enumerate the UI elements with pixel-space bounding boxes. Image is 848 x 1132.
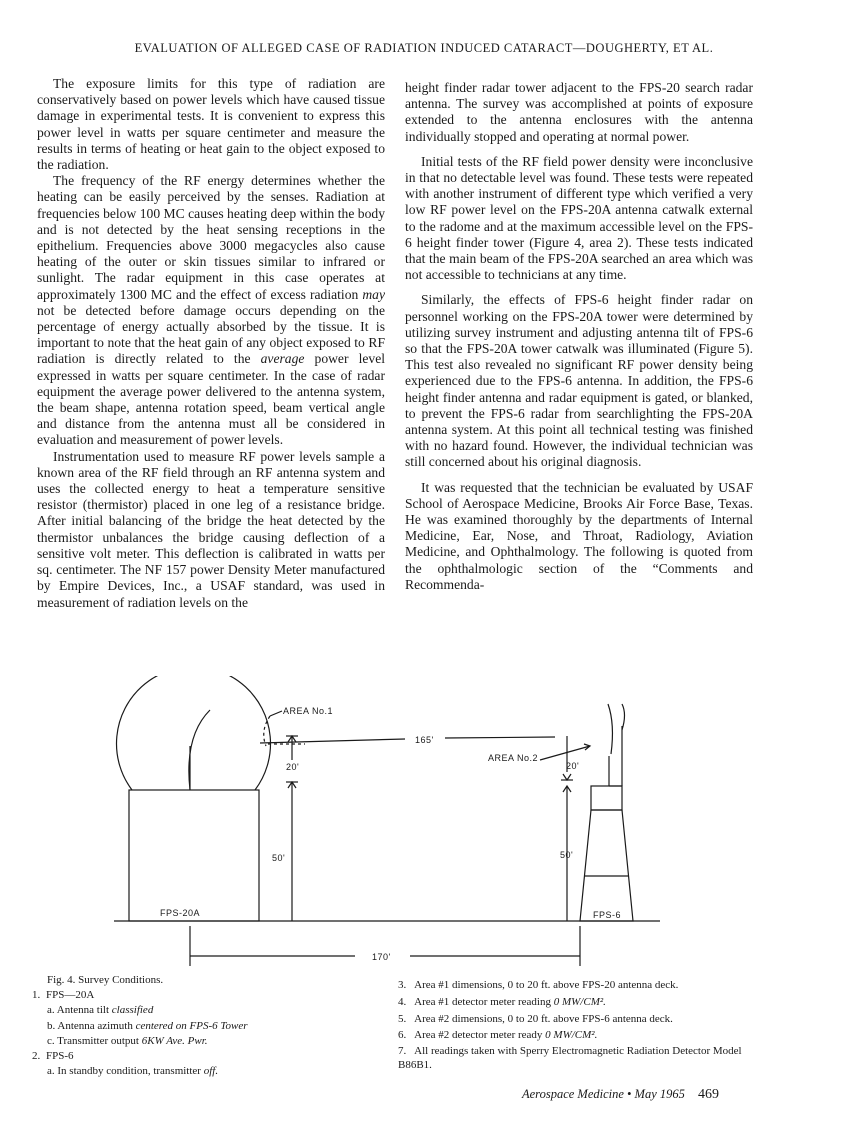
paragraph: Instrumentation used to measure RF power levels sample a known area of the RF field through an RF antenna system and uses the collected energy to heat a temperature sensitive resistor (thermistor) placed in one leg of a resistance bridge. After initial balancing of the bridge the heat detected by the thermistor unbalances the bridge causing deflection of a sensitive volt meter. This deflection is calibrated in watts per sq. centimeter. The NF 157 power Density Meter manufactured by Empire Devices, Inc., a USAF standard, was used in measurement of radiation levels on the: [37, 448, 385, 610]
caption-subitem: b. Antenna azimuth centered on FPS-6 Tower: [47, 1019, 248, 1032]
fps6-label: FPS-6: [593, 910, 622, 920]
paragraph: The frequency of the RF energy determines whether the heating can be easily perceived by the senses. Radiation at frequencies below 100 MC causes heating deep within the body and is not detected by the heat sensing receptions in the epithelium. Frequencies above 3000 megacycles also cause heating of the outer or skin tissues similar to infrared or sunlight. The radar equipment in this case operates at approximately 1300 MC and the effect of excess radiation may not be detected before damage occurs depending on the percentage of energy actually absorbed by the tissue. It is important to note that the heat gain of any object exposed to RF radiation is directly related to the average power level expressed in watts per square centimeter. In the case of radar equipment the average power delivered to the antenna system, the beam shape, antenna rotation speed, beam vertical angle and distance from the antenna must all be considered in evaluation and measurement of power levels.: [37, 173, 385, 448]
fps6-antenna: [608, 704, 612, 754]
area1-label: AREA No.1: [283, 706, 334, 716]
caption-title: Fig. 4. Survey Conditions.: [47, 974, 164, 986]
height-50-label: 50': [272, 853, 286, 863]
caption-item: 4. Area #1 detector meter reading 0 MW/CM².: [398, 995, 606, 1008]
survey-conditions-figure: [100, 676, 680, 966]
height-50-label: 50': [560, 850, 574, 860]
height-20-label: 20': [286, 762, 300, 772]
caption-subitem: a. Antenna tilt classified: [47, 1004, 154, 1017]
paragraph: The exposure limits for this type of radiation are conservatively based on power levels which have caused tissue damage in experimental tests. It is convenient to express this power level in watts per square centimeter and measure the results in terms of heating or heat gain to the object exposed to the radiation.: [37, 76, 385, 173]
caption-item: 3. Area #1 dimensions, 0 to 20 ft. above FPS-20 antenna deck.: [398, 979, 679, 991]
figure-drawing: [100, 676, 680, 966]
right-column: [405, 80, 753, 593]
distance-165-label: 165': [415, 735, 434, 745]
caption-item: 2. FPS-6: [32, 1050, 74, 1063]
page-number: 469: [698, 1087, 720, 1102]
journal-name: Aerospace Medicine • May 1965: [522, 1087, 685, 1101]
caption-item: 7. All readings taken with Sperry Electromagnetic Radiation Detector Model B86B1.: [398, 1045, 742, 1072]
paragraph: Similarly, the effects of FPS-6 height finder radar on personnel working on the FPS-20A tower were determined by utilizing survey instrument and adjusting antenna tilt of FPS-6 so that the FPS-20A tower catwalk was illuminated (Figure 5). This test also revealed no significant RF power density being experienced due to the FPS-6 antenna. In addition, the FPS-6 height finder antenna and radar equipment is gated, or blanked, to prevent the FPS-6 radar from searchlighting the FPS-20A antenna system. At this point all technical testing was finished with no hazard found. However, the individual technician was still concerned about his original diagnosis.: [405, 292, 753, 470]
distance-170-label: 170': [372, 952, 391, 962]
caption-subitem: c. Transmitter output 6KW Ave. Pwr.: [47, 1034, 208, 1047]
running-header: EVALUATION OF ALLEGED CASE OF RADIATION INDUCED CATARACT—DOUGHERTY, ET AL.: [134, 41, 714, 55]
page-footer: [522, 1087, 719, 1103]
fps20a-label: FPS-20A: [160, 908, 201, 918]
paragraph: height finder radar tower adjacent to the FPS-20 search radar antenna. The survey was accomplished at points of exposure extended to the antenna enclosures with the antenna individually stopped and operating at normal power.: [405, 80, 753, 144]
fps6-upper: [591, 786, 622, 810]
area2-label: AREA No.2: [488, 753, 539, 763]
caption-item: 6. Area #2 detector meter ready 0 MW/CM².: [398, 1029, 598, 1042]
fps6-tower: [580, 810, 633, 921]
height-20-label: 20': [566, 761, 580, 771]
paragraph: It was requested that the technician be evaluated by USAF School of Aerospace Medicine, Brooks Air Force Base, Texas. He was examined thoroughly by the departments of Internal Medicine, Ear, Nose, and Throat, Radiology, Aviation Medicine, and Ophthalmology. The following is quoted from the ophthalmologic section of the “Comments and Recommenda-: [405, 479, 753, 592]
fps20a-tower: [129, 790, 259, 921]
paragraph: Initial tests of the RF field power density were inconclusive in that no detectable level was found. These tests were repeated with another instrument of different type which verified a very low RF power level on the FPS-20A antenna catwalk external to the radome and at the maximum accessible level on the FPS-6 height finder tower (Figure 4, area 2). These tests indicated that the main beam of the FPS-20A searched an area which was not accessible to technicians at any time.: [405, 153, 753, 283]
caption-subitem: a. In standby condition, transmitter off.: [47, 1065, 219, 1078]
caption-item: 5. Area #2 dimensions, 0 to 20 ft. above FPS-6 antenna deck.: [398, 1012, 673, 1025]
caption-item: 1. FPS—20A: [32, 989, 95, 1002]
left-column: [37, 76, 385, 611]
radome: [116, 676, 270, 790]
figure-caption-continued: [398, 977, 750, 1072]
fps20a-antenna: [189, 710, 210, 790]
figure-caption: [32, 973, 382, 1079]
